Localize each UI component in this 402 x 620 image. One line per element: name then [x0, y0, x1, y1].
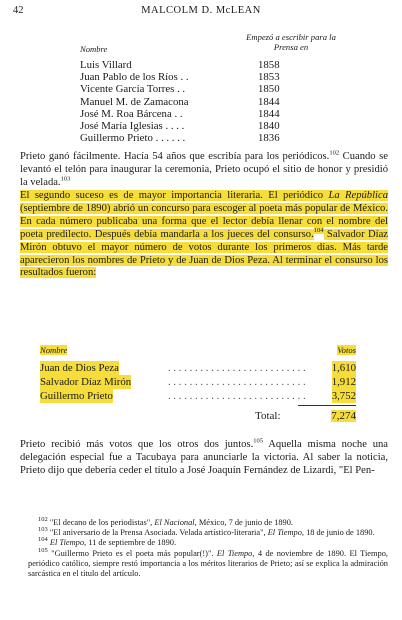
writer-year: 1844	[258, 107, 280, 120]
para3b-text: Aquella misma noche una delegación especial fue a Tacubaya para anunciarle la victoria. Al saber la noticia, Prieto dijo que debería ceder el título a José Joaquín Fernández de Lizardi, "El Pen-	[20, 439, 388, 476]
table1-row	[0, 83, 402, 95]
poet-votes: 1,610	[331, 362, 356, 374]
page-number: 42	[13, 5, 24, 16]
footnote	[28, 518, 388, 528]
footnote-ref: 102	[329, 149, 340, 157]
footnote	[28, 538, 388, 548]
footnote	[28, 528, 388, 538]
footnote-source: El Tiempo	[216, 548, 253, 558]
writer-name: Juan Pablo de los Ríos . .	[80, 71, 189, 84]
writer-name: José María Iglesias . . . .	[80, 120, 185, 132]
total-value: 7,274	[331, 410, 356, 422]
poet-votes: 1,912	[331, 376, 356, 388]
para2c-text: Salvador Díaz Mirón obtuvo el mayor número de votos durante los primeros días. Más tarde aparecieron los nombres de Prieto y de Juan de Dios Peza. Al terminar el consurso los resultados fueron:	[20, 228, 389, 279]
table1-row	[0, 59, 402, 71]
writer-year: 1844	[258, 95, 280, 108]
writer-year: 1853	[258, 71, 280, 84]
total-rule	[298, 405, 356, 406]
footnote-number: 102	[38, 516, 48, 524]
para3a-text: Prieto recibió más votos que los otros dos juntos.	[20, 439, 254, 450]
footnote-number: 103	[38, 526, 48, 534]
writer-year: 1840	[258, 120, 280, 132]
footnote-text: "El decano de los periodistas",	[49, 518, 155, 527]
table2-row	[40, 361, 356, 375]
para1b-text: Cuando se levantó el telón para inaugurar la ceremonia, Prieto ocupó el sitio de honor y presidió la velada.	[20, 151, 388, 188]
writer-year: 1858	[258, 59, 280, 71]
table1-row	[0, 96, 402, 108]
table1-year-header: Empezó a escribir para la Prensa en	[246, 32, 336, 52]
table2-name-header: Nombre	[40, 345, 68, 355]
footnote-number: 105	[38, 546, 48, 554]
paragraph-aftermath	[20, 439, 388, 478]
footnote-number: 104	[38, 536, 48, 544]
dot-leader: . . . . . . . . . . . . . . . . . . . . . . . . . .	[168, 362, 306, 374]
table2-row	[40, 375, 356, 389]
footnote-ref: 104	[313, 227, 324, 235]
total-label: Total:	[255, 410, 281, 422]
paragraph-prieto-won	[20, 151, 388, 190]
table2-row	[40, 389, 356, 403]
footnotes	[28, 518, 388, 579]
writer-year: 1850	[258, 83, 280, 96]
table1-row	[0, 71, 402, 83]
footnote-source: El Nacional	[154, 518, 195, 527]
table1-name-header: Nombre	[80, 44, 108, 54]
paragraph-contest	[20, 190, 388, 280]
table2-votes-header: Votos	[337, 345, 356, 355]
footnote-text: , México, 7 de junio de 1890.	[194, 518, 294, 527]
footnote-ref: 105	[253, 437, 263, 445]
writer-name: José M. Roa Bárcena . .	[80, 107, 183, 120]
poet-name: Guillermo Prieto	[40, 390, 113, 402]
footnote-ref: 103	[60, 175, 71, 183]
writer-name: Vicente García Torres . .	[80, 83, 186, 96]
poet-votes: 3,752	[331, 390, 356, 402]
writer-name: Guillermo Prieto . . . . . .	[80, 132, 186, 145]
writer-name: Luis Villard	[80, 59, 132, 71]
footnote-text: "El aniversario de la Prensa Asociada. Velada artístico-literaria",	[49, 528, 268, 538]
para2b-text: (septiembre de 1890) abrió un concurso para escoger al poeta más popular de México. En cada número publicaba una forma que el lector debía llenar con el nombre del poeta predilecto. Después debía mandarla a los jueces del consurso.	[20, 202, 388, 240]
newspaper-title: La República	[328, 190, 388, 201]
footnote-text: , 18 de junio de 1890.	[301, 528, 375, 538]
running-header-author: MALCOLM D. McLEAN	[141, 5, 261, 16]
table1-row	[0, 120, 402, 132]
writer-year: 1836	[258, 132, 280, 145]
votes-table	[40, 345, 356, 445]
writer-name: Manuel M. de Zamacona	[80, 95, 189, 108]
footnote-source: El Tiempo	[267, 528, 302, 538]
poet-name: Salvador Díaz Mirón	[40, 376, 132, 388]
poet-name: Juan de Dios Peza	[40, 362, 119, 374]
dot-leader: . . . . . . . . . . . . . . . . . . . . . . . . . .	[168, 376, 306, 388]
footnote-text: , 4 de noviembre de 1890. El Tiempo, periódico católico, siempre restó importancia a los méritos literarios de Prieto; así se explica la admiración sarcástica en el título del artículo.	[28, 548, 389, 579]
para2a-text: El segundo suceso es de mayor importancia literaria. El periódico	[20, 190, 329, 201]
table1-row	[0, 132, 402, 144]
footnote-text: "Guillermo Prieto es el poeta más popular(!)".	[51, 548, 217, 558]
para1-text: Prieto ganó fácilmente. Hacía 54 años que escribía para los periódicos.	[20, 151, 330, 162]
dot-leader: . . . . . . . . . . . . . . . . . . . . . . . . . .	[168, 390, 306, 402]
footnote-text: , 11 de septiembre de 1890.	[84, 538, 177, 548]
table1-row	[0, 108, 402, 120]
footnote-source: El Tiempo	[49, 538, 85, 548]
footnote	[28, 546, 389, 580]
